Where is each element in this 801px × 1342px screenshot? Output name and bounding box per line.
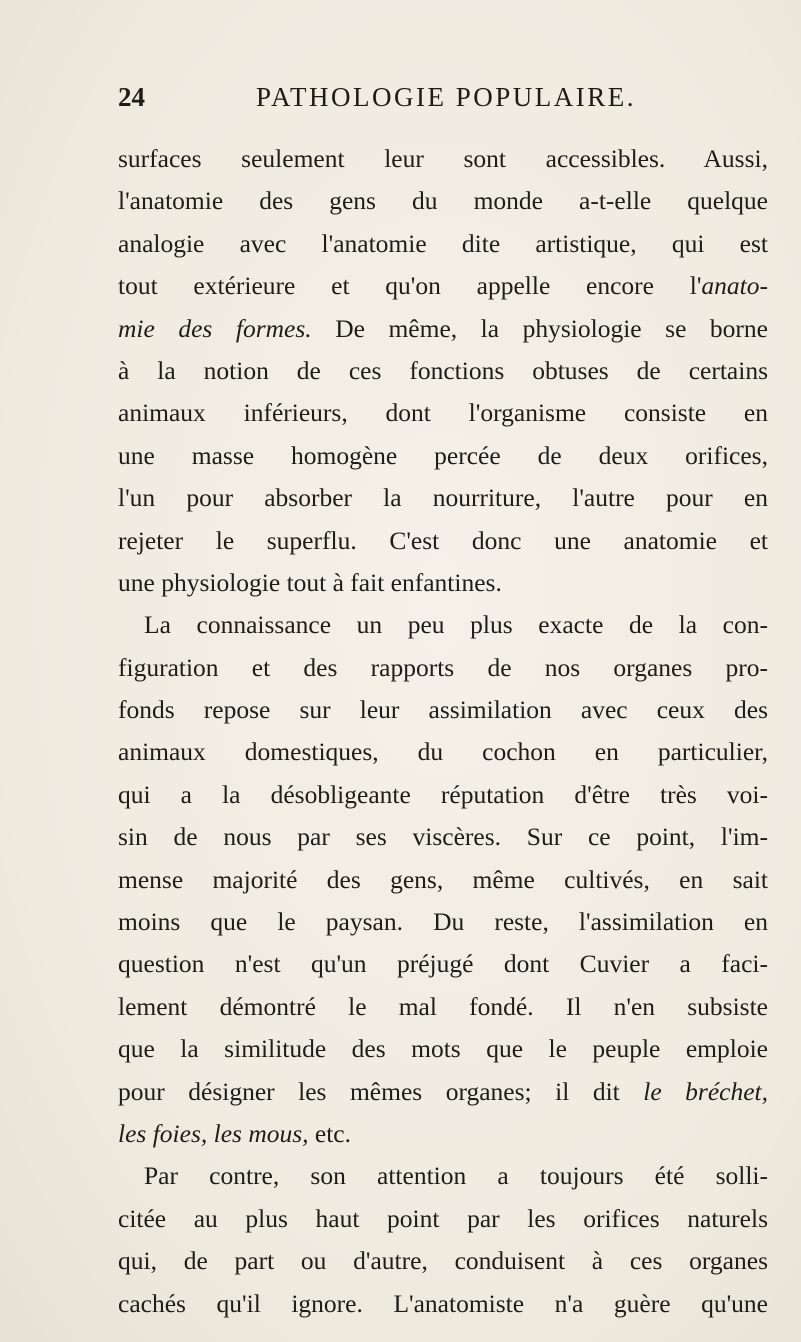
text-segment: rejeter le superflu. C'est donc une anatomie et [118, 525, 768, 555]
text-segment: que la similitude des mots que le peuple emploie [118, 1034, 768, 1064]
text-line [118, 1283, 768, 1325]
text-segment: à la notion de ces fonctions obtuses de certains [118, 355, 768, 385]
text-segment: La connaissance un peu plus exacte de la con- [144, 610, 768, 640]
text-line [118, 986, 768, 1028]
text-segment: une physiologie tout à fait enfantines. [118, 567, 502, 597]
text-segment: animaux inférieurs, dont l'organisme consiste en [118, 398, 768, 428]
text-line [118, 943, 768, 985]
page-header [118, 82, 768, 122]
text-segment: figuration et des rapports de nos organes pro- [118, 652, 768, 682]
text-segment: sin de nous par ses viscères. Sur ce point, l'im- [118, 822, 768, 852]
text-line [118, 477, 768, 519]
text-segment: citée au plus haut point par les orifices naturels [118, 1203, 768, 1233]
text-line [118, 1240, 768, 1282]
text-line [118, 1028, 768, 1070]
text-segment: lement démontré le mal fondé. Il n'en subsiste [118, 991, 768, 1021]
text-segment: pour désigner les mêmes organes; il dit [118, 1076, 644, 1106]
text-segment: analogie avec l'anatomie dite artistique, qui est [118, 228, 768, 258]
text-line [118, 604, 768, 646]
running-title: PATHOLOGIE POPULAIRE. [256, 82, 637, 112]
text-segment: Par contre, son attention a toujours été solli- [144, 1161, 768, 1191]
text-segment: etc. [308, 1118, 352, 1148]
text-segment: une masse homogène percée de deux orifices, [118, 440, 768, 470]
italic-text: mie des formes. [118, 313, 312, 343]
body-text [118, 138, 768, 1325]
text-segment: l'anatomie des gens du monde a-t-elle quelque [118, 186, 768, 216]
text-line [118, 774, 768, 816]
text-segment: l'un pour absorber la nourriture, l'autre pour en [118, 483, 768, 513]
text-line [118, 689, 768, 731]
text-line [118, 520, 768, 562]
text-line [118, 265, 768, 307]
italic-text: le bréchet, [643, 1076, 768, 1106]
text-line [118, 901, 768, 943]
text-segment: tout extérieure et qu'on appelle encore l' [118, 271, 702, 301]
text-line [118, 859, 768, 901]
text-line [118, 562, 768, 604]
text-line [118, 1155, 768, 1197]
text-line [118, 647, 768, 689]
text-line [118, 731, 768, 773]
text-segment: moins que le paysan. Du reste, l'assimilation en [118, 907, 768, 937]
text-segment: qui, de part ou d'autre, conduisent à ces organes [118, 1246, 768, 1276]
text-segment: De même, la physiologie se borne [311, 313, 768, 343]
text-segment: mense majorité des gens, même cultivés, en sait [118, 864, 768, 894]
text-segment: cachés qu'il ignore. L'anatomiste n'a guère qu'une [118, 1288, 768, 1318]
text-line [118, 435, 768, 477]
italic-text: anato- [701, 271, 768, 301]
text-line [118, 1198, 768, 1240]
text-line [118, 392, 768, 434]
text-line [118, 138, 768, 180]
text-line [118, 816, 768, 858]
page-number: 24 [118, 82, 145, 112]
text-segment: surfaces seulement leur sont accessibles. Aussi, [118, 144, 768, 173]
text-line [118, 350, 768, 392]
text-segment: animaux domestiques, du cochon en particulier, [118, 737, 768, 767]
text-segment: fonds repose sur leur assimilation avec ceux des [118, 695, 768, 725]
text-line [118, 1071, 768, 1113]
italic-text: les foies, les mous, [118, 1118, 309, 1148]
text-segment: question n'est qu'un préjugé dont Cuvier a faci- [118, 949, 768, 979]
text-line [118, 223, 768, 265]
text-line [118, 308, 768, 350]
text-line [118, 180, 768, 222]
text-segment: qui a la désobligeante réputation d'être très voi- [118, 779, 768, 809]
text-line [118, 1113, 768, 1155]
